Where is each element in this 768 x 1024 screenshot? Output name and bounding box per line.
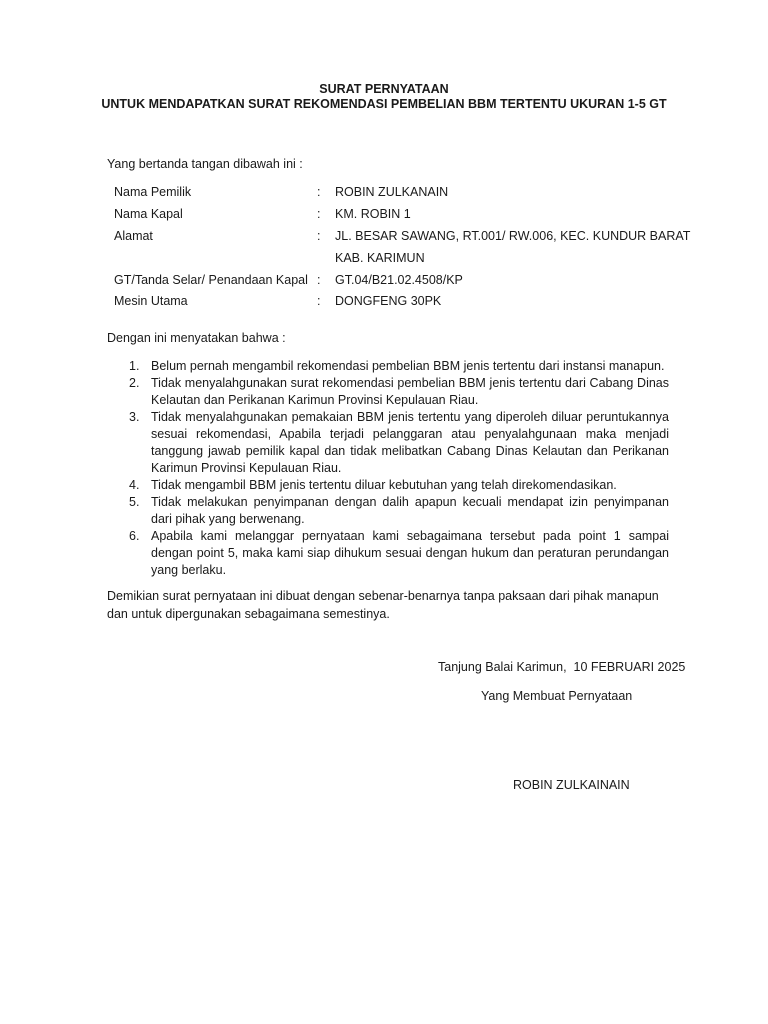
identity-value: DONGFENG 30PK — [335, 294, 442, 308]
statement-text: Dengan ini menyatakan bahwa : — [107, 331, 286, 345]
identity-label: Nama Kapal — [114, 207, 183, 221]
identity-value: KM. ROBIN 1 — [335, 207, 411, 221]
identity-value: GT.04/B21.02.4508/KP — [335, 273, 463, 287]
identity-colon: : — [317, 294, 321, 308]
identity-label: Alamat — [114, 229, 153, 243]
list-text: Tidak mengambil BBM jenis tertentu diluar kebutuhan yang telah direkomendasikan. — [151, 478, 617, 492]
identity-label: GT/Tanda Selar/ Penandaan Kapal — [114, 273, 308, 287]
identity-colon: : — [317, 273, 321, 287]
closing-text: Demikian surat pernyataan ini dibuat dengan sebenar-benarnya tanpa paksaan dari pihak manapun dan untuk dipergunakan sebagaimana semestinya. — [107, 589, 659, 621]
identity-row-address — [114, 229, 714, 247]
intro-text: Yang bertanda tangan dibawah ini : — [107, 157, 303, 171]
signer-name: ROBIN ZULKAINAIN — [513, 778, 630, 792]
list-number: 6. — [129, 529, 140, 543]
identity-row-ship — [114, 207, 714, 225]
identity-row-owner — [114, 185, 714, 203]
list-item — [107, 528, 669, 579]
identity-label: Nama Pemilik — [114, 185, 192, 199]
identity-value: KAB. KARIMUN — [335, 251, 425, 265]
list-number: 2. — [129, 376, 140, 390]
signer-title: Yang Membuat Pernyataan — [481, 689, 633, 703]
list-text: Belum pernah mengambil rekomendasi pembelian BBM jenis tertentu dari instansi manapun. — [151, 359, 665, 373]
identity-colon: : — [317, 229, 321, 243]
identity-label: Mesin Utama — [114, 294, 188, 308]
list-text: Tidak menyalahgunakan pemakaian BBM jenis tertentu yang diperoleh diluar peruntukannya sesuai rekomendasi, Apabila terjadi pelanggaran atau penyalahgunaan maka menjadi tanggung jawab pemilik kapal dan tidak melibatkan Cabang Dinas Kelautan dan Perikanan Karimun Provinsi Kepulauan Riau. — [151, 410, 669, 475]
identity-row-gt — [114, 273, 714, 291]
list-number: 4. — [129, 478, 140, 492]
list-item — [107, 494, 669, 528]
document-title: SURAT PERNYATAAN — [319, 82, 449, 96]
identity-row-engine — [114, 294, 714, 312]
document-subtitle: UNTUK MENDAPATKAN SURAT REKOMENDASI PEMBELIAN BBM TERTENTU UKURAN 1-5 GT — [101, 97, 667, 111]
identity-colon: : — [317, 207, 321, 221]
points-list — [107, 358, 669, 579]
list-text: Tidak melakukan penyimpanan dengan dalih apapun kecuali mendapat izin penyimpanan dari pihak yang berwenang. — [151, 495, 669, 526]
list-text: Apabila kami melanggar pernyataan kami sebagaimana tersebut pada point 1 sampai dengan point 5, maka kami siap dihukum sesuai dengan hukum dan peraturan perundangan yang berlaku. — [151, 529, 669, 577]
identity-row-address-cont — [114, 251, 714, 269]
list-text: Tidak menyalahgunakan surat rekomendasi pembelian BBM jenis tertentu dari Cabang Dinas Kelautan dan Perikanan Karimun Provinsi Kepulauan Riau. — [151, 376, 669, 407]
list-item — [107, 375, 669, 409]
identity-value: ROBIN ZULKANAIN — [335, 185, 449, 199]
list-number: 5. — [129, 495, 140, 509]
place-date: Tanjung Balai Karimun, 10 FEBRUARI 2025 — [438, 660, 686, 674]
list-item — [107, 409, 669, 477]
list-item — [107, 358, 669, 375]
identity-colon: : — [317, 185, 321, 199]
identity-value: JL. BESAR SAWANG, RT.001/ RW.006, KEC. KUNDUR BARAT — [335, 229, 691, 243]
list-number: 3. — [129, 410, 140, 424]
list-number: 1. — [129, 359, 140, 373]
list-item — [107, 477, 669, 494]
